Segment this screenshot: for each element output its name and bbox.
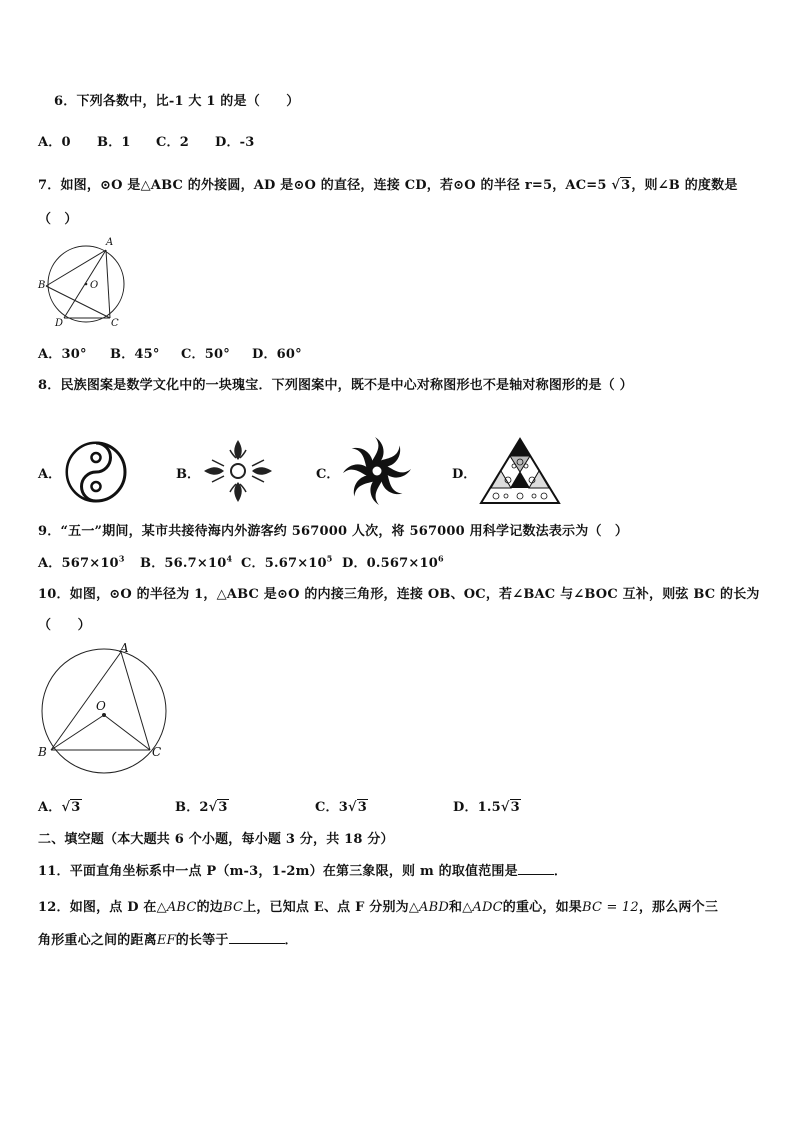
q7-option-a: A．30° [38, 347, 87, 362]
q6-stem: 6．下列各数中，比-1 大 1 的是（ ） [54, 94, 300, 109]
q6-option-b: B．1 [97, 135, 131, 150]
q12-line1: 12．如图，点 D 在△ABC的边BC上，已知点 E、点 F 分别为△ABD和△ADC的重心，如果BC = 12，那么两个三 [38, 900, 719, 915]
q10-option-a: A．√3 [38, 800, 81, 815]
q8-taiji-figure [64, 440, 128, 504]
q10-option-d: D．1.5√3 [453, 800, 520, 815]
q6-option-a: A．0 [38, 135, 71, 150]
q7-option-b: B．45° [110, 347, 160, 362]
sqrt-sign: √3 [61, 800, 81, 815]
q12-line2: 角形重心之间的距离EF的长等于 ． [38, 933, 298, 948]
q8-label-b: B． [176, 467, 200, 482]
q7-center-dot [85, 283, 88, 286]
q9-options [38, 552, 444, 571]
q10-center-dot [102, 713, 106, 717]
q7-sqrt-arg: 3 [621, 178, 631, 193]
q7-label-b: B [38, 280, 46, 291]
q10-stem: 10．如图，⊙O 的半径为 1，△ABC 是⊙O 的内接三角形，连接 OB、OC，若∠BAC 与∠BOC 互补，则弦 BC 的长为 [38, 587, 760, 602]
q8-stem: 8．民族图案是数学文化中的一块瑰宝．下列图案中，既不是中心对称图形也不是轴对称图形的是（ ） [38, 378, 633, 393]
q9-option-a: A．$567\times 10^3$ [38, 553, 125, 571]
q8-label-d: D． [452, 467, 477, 482]
sqrt-sign: √3 [611, 178, 631, 193]
q6-options [38, 131, 255, 150]
q11-end: ． [553, 864, 568, 879]
q10-label-b: B [38, 745, 47, 759]
q6-option-d: D．-3 [215, 135, 255, 150]
q7-label-c: C [111, 318, 119, 329]
q10-line-oc [104, 715, 150, 750]
q7-options [38, 343, 302, 362]
q6-option-c: C．2 [156, 135, 189, 150]
q10-label-a: A [120, 641, 129, 655]
q9-option-b: B．$56.7\times 10^4$ [140, 553, 233, 571]
q7-option-c: C．50° [181, 347, 230, 362]
q7-label-a: A [106, 237, 114, 248]
q10-label-c: C [152, 745, 162, 759]
q7-paren: （ ） [38, 212, 78, 227]
q7-stem-part2: ，则∠B 的度数是 [631, 178, 738, 193]
sqrt-sign: √3 [208, 800, 228, 815]
sqrt-sign: √3 [348, 800, 367, 815]
q9-stem: 9．“五一”期间，某市共接待海内外游客约 567000 人次，将 567000 用科学记数法表示为（ ） [38, 524, 629, 539]
q10-option-b: B．2√3 [175, 800, 228, 815]
sqrt-sign: √3 [500, 800, 520, 815]
q10-paren: （ ） [38, 618, 91, 633]
q10-line-ob [51, 715, 104, 750]
q10-line-ac [121, 652, 150, 750]
q7-line-ac [106, 250, 110, 318]
q8-pinwheel-figure [340, 434, 414, 508]
q7-figure [34, 236, 134, 330]
q12-answer-blank[interactable] [229, 931, 285, 944]
q8-label-c: C． [316, 467, 340, 482]
q8-triangle-figure [478, 436, 562, 506]
q7-line-bc [46, 286, 110, 318]
q7-stem [38, 174, 738, 193]
q10-option-c: C．3√3 [315, 800, 367, 815]
q8-flower-figure [202, 436, 274, 506]
q9-option-d: D．$0.567\times 10^6$ [342, 553, 444, 571]
section-heading: 二、填空题（本大题共 6 个小题，每小题 3 分，共 18 分） [38, 832, 394, 847]
q8-label-a: A． [38, 467, 62, 482]
q7-label-d: D [55, 318, 64, 329]
q9-option-c: C．$5.67\times 10^5$ [241, 553, 333, 571]
q10-line-ab [51, 652, 121, 750]
q11-stem [38, 860, 567, 879]
q11-answer-blank[interactable] [518, 862, 554, 875]
q7-stem-part1: 7．如图，⊙O 是△ABC 的外接圆，AD 是⊙O 的直径，连接 CD，若⊙O 的半径 r=5，AC=5 [38, 178, 607, 193]
q7-label-o: O [90, 280, 99, 291]
q10-options [38, 796, 521, 815]
q11-text: 11．平面直角坐标系中一点 P（m-3，1-2m）在第三象限，则 m 的取值范围是 [38, 864, 518, 879]
q10-label-o: O [96, 699, 106, 713]
q7-option-d: D．60° [252, 347, 302, 362]
